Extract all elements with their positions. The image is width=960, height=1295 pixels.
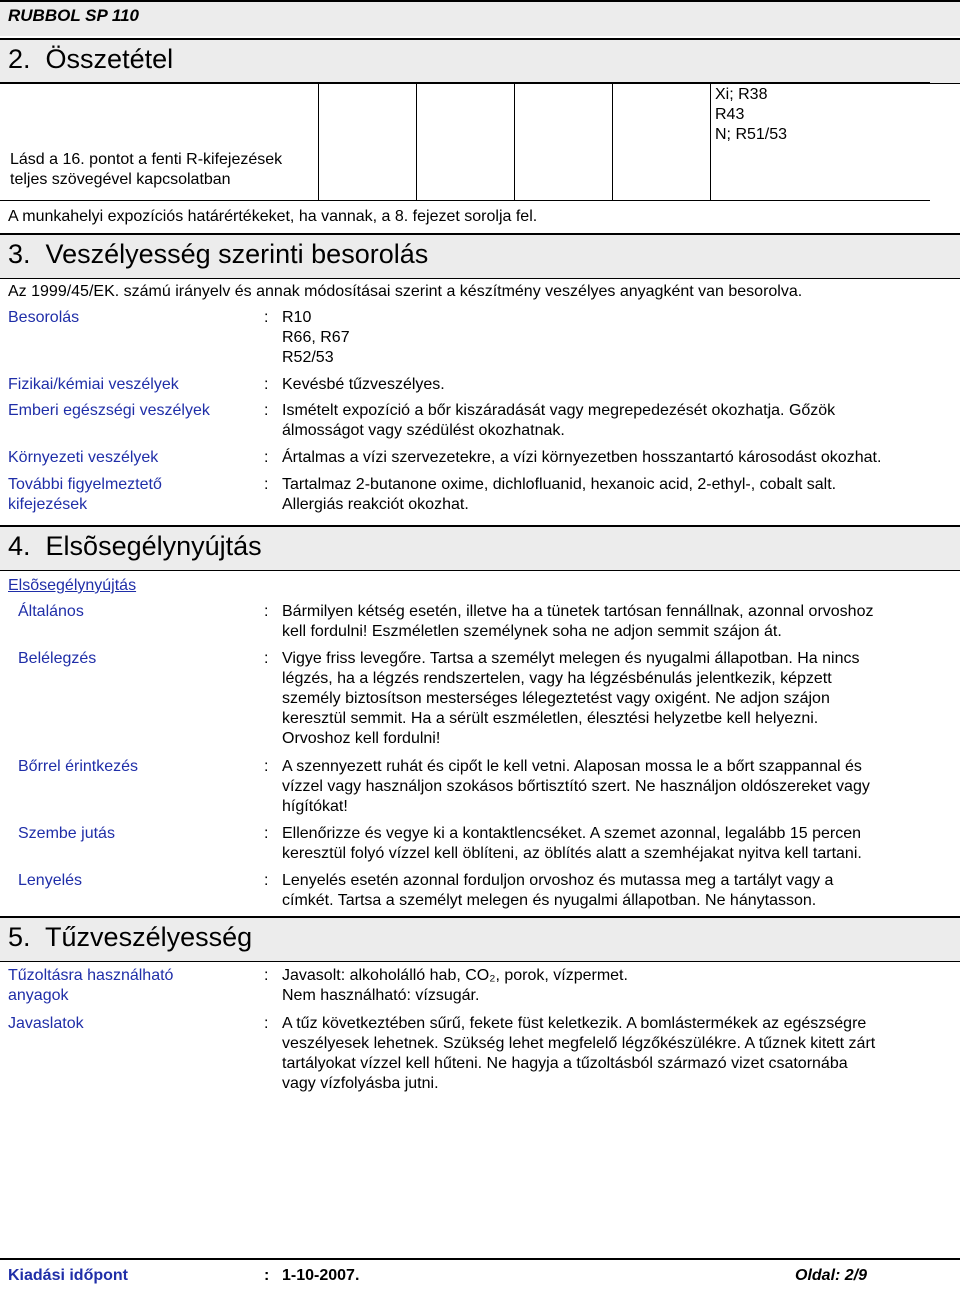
composition-note: Lásd a 16. pontot a fenti R-kifejezések teljes szövegével kapcsolatban <box>10 151 283 188</box>
classification-line: N; R51/53 <box>715 126 788 143</box>
composition-cell <box>417 83 515 201</box>
footer-colon: : <box>264 1267 270 1284</box>
value-eye-contact <box>282 824 954 864</box>
label-line: kifejezések <box>8 496 88 513</box>
label-further-warnings <box>8 475 162 515</box>
value-environmental-hazards <box>282 448 954 468</box>
value-line: A tűz következtében sűrű, fekete füst keletkezik. A bomlástermékek az egészségre <box>282 1015 867 1032</box>
colon: : <box>264 449 269 466</box>
value-ingestion <box>282 871 954 911</box>
section-3-title: Veszélyesség szerinti besorolás <box>45 239 429 269</box>
section-4-title: Elsõsegélynyújtás <box>45 531 262 561</box>
footer-issue-label: Kiadási időpont <box>8 1267 128 1284</box>
label-health-hazards: Emberi egészségi veszélyek <box>8 402 210 419</box>
label-general: Általános <box>18 603 84 620</box>
header-bar <box>0 0 960 36</box>
colon: : <box>264 967 269 984</box>
product-name: RUBBOL SP 110 <box>8 6 140 25</box>
section-3-heading <box>8 239 428 270</box>
value-further-warnings <box>282 475 954 515</box>
value-line: kell fordulni! Eszméletlen személynek soha ne adjon semmit szájon át. <box>282 623 782 640</box>
section-3-intro: Az 1999/45/EK. számú irányelv és annak módosításai szerint a készítmény veszélyes anyagként van besorolva. <box>8 283 803 300</box>
value-line: hígítókat! <box>282 798 348 815</box>
label-skin-contact: Bőrrel érintkezés <box>18 758 139 775</box>
value-line: Lenyelés esetén azonnal forduljon orvoshoz és mutassa meg a tartályt vagy a <box>282 872 834 889</box>
value-line: veszélyesek lehetnek. Szükség lehet megfelelő légzőkészülékre. A tűznek kitett zárt <box>282 1035 876 1052</box>
value-line: Allergiás reakciót okozhat. <box>282 496 469 513</box>
value-recommendations <box>282 1014 954 1094</box>
section-4-heading <box>8 531 262 562</box>
value-general <box>282 602 954 642</box>
value-line: Vigye friss levegőre. Tartsa a személyt melegen és nyugalmi állapotban. Ha nincs <box>282 650 860 667</box>
value-line: Ártalmas a vízi szervezetekre, a vízi környezetben hosszantartó károsodást okozhat. <box>282 449 882 466</box>
colon: : <box>264 650 269 667</box>
value-line: Tartalmaz 2-butanone oxime, dichlofluanid, hexanoic acid, 2-ethyl-, cobalt salt. <box>282 476 837 493</box>
colon: : <box>264 1015 269 1032</box>
label-eye-contact: Szembe jutás <box>18 825 115 842</box>
value-line: légzés, ha a légzés rendszertelen, vagy ha légzésbénulás jelentkezik, képzett <box>282 670 832 687</box>
classification-line: Xi; R38 <box>715 86 768 103</box>
colon: : <box>264 758 269 775</box>
value-physical-hazards <box>282 375 954 395</box>
label-line: anyagok <box>8 987 69 1004</box>
label-physical-hazards: Fizikai/kémiai veszélyek <box>8 376 179 393</box>
label-inhalation: Belélegzés <box>18 650 97 667</box>
colon: : <box>264 309 269 326</box>
exposure-note: A munkahelyi expozíciós határértékeket, ha vannak, a 8. fejezet sorolja fel. <box>8 208 538 225</box>
section-2-heading <box>8 44 173 75</box>
value-line: Bármilyen kétség esetén, illetve ha a tünetek tartósan fennállnak, azonnal orvoshoz <box>282 603 874 620</box>
value-line: személy biztosítson mesterséges lélegeztetést vagy oxigént. Ne adjon szájon <box>282 690 830 707</box>
value-inhalation <box>282 649 954 749</box>
composition-cell <box>613 83 711 201</box>
section-5-heading <box>8 922 252 953</box>
value-line: R52/53 <box>282 349 334 366</box>
colon: : <box>264 402 269 419</box>
section-5-number: 5. <box>8 922 31 952</box>
section-2-title: Összetétel <box>45 44 174 74</box>
label-besorolas: Besorolás <box>8 309 80 326</box>
value-line: R10 <box>282 309 312 326</box>
value-besorolas <box>282 308 954 368</box>
colon: : <box>264 603 269 620</box>
label-recommendations: Javaslatok <box>8 1015 84 1032</box>
label-extinguishing-media <box>8 966 173 1006</box>
composition-note-cell <box>0 83 319 201</box>
value-line: vagy vízfolyásba jutni. <box>282 1075 439 1092</box>
label-ingestion: Lenyelés <box>18 872 83 889</box>
value-line: álmosságot vagy szédülést okozhatnak. <box>282 422 565 439</box>
colon: : <box>264 872 269 889</box>
section-3-number: 3. <box>8 239 31 269</box>
composition-table <box>0 82 930 201</box>
value-line: Nem használható: vízsugár. <box>282 987 480 1004</box>
colon: : <box>264 376 269 393</box>
value-skin-contact <box>282 757 954 817</box>
first-aid-subheading: Elsõsegélynyújtás <box>8 577 137 594</box>
value-line: Kevésbé tűzveszélyes. <box>282 376 445 393</box>
value-line: keresztül semmit. Ha a sérült eszméletlen, élesztési helyzetbe kell helyezni. <box>282 710 819 727</box>
section-2-number: 2. <box>8 44 31 74</box>
footer-divider <box>0 1258 960 1260</box>
value-line: tartályokat vízzel kell hűteni. Ne hagyja a tűzoltásból származó vizet csatornába <box>282 1055 848 1072</box>
value-health-hazards <box>282 401 954 441</box>
value-line: keresztül folyó vízzel kell öblíteni, az öblítés alatt a szemhéjakat nyitva kell tartani. <box>282 845 862 862</box>
value-line: R66, R67 <box>282 329 350 346</box>
label-environmental-hazards: Környezeti veszélyek <box>8 449 159 466</box>
label-line: Tűzoltásra használható <box>8 967 174 984</box>
colon: : <box>264 476 269 493</box>
classification-line: R43 <box>715 106 745 123</box>
classification-cell <box>711 83 931 201</box>
composition-cell <box>319 83 417 201</box>
composition-cell <box>515 83 613 201</box>
value-line: Javasolt: alkoholálló hab, CO₂, porok, vízpermet. <box>282 967 628 984</box>
value-line: címkét. Tartsa a személyt melegen és nyugalmi állapotban. Ne hánytasson. <box>282 892 817 909</box>
colon: : <box>264 825 269 842</box>
footer-issue-date: 1-10-2007. <box>282 1267 360 1284</box>
value-extinguishing-media <box>282 966 954 1006</box>
value-line: Ellenőrizze és vegye ki a kontaktlencséket. A szemet azonnal, legalább 15 percen <box>282 825 862 842</box>
value-line: A szennyezett ruhát és cipőt le kell vetni. Alaposan mossa le a bőrt szappannal és <box>282 758 862 775</box>
section-5-title: Tűzveszélyesség <box>45 922 253 952</box>
label-line: További figyelmeztető <box>8 476 162 493</box>
value-line: vízzel vagy használjon szokásos bőrtisztító szert. Ne használjon oldószereket vagy <box>282 778 870 795</box>
value-line: Orvoshoz kell fordulni! <box>282 730 441 747</box>
section-4-number: 4. <box>8 531 31 561</box>
footer-page-number: Oldal: 2/9 <box>795 1267 868 1284</box>
value-line: Ismételt expozíció a bőr kiszáradását vagy megrepedezését okozhatja. Gőzök <box>282 402 836 419</box>
